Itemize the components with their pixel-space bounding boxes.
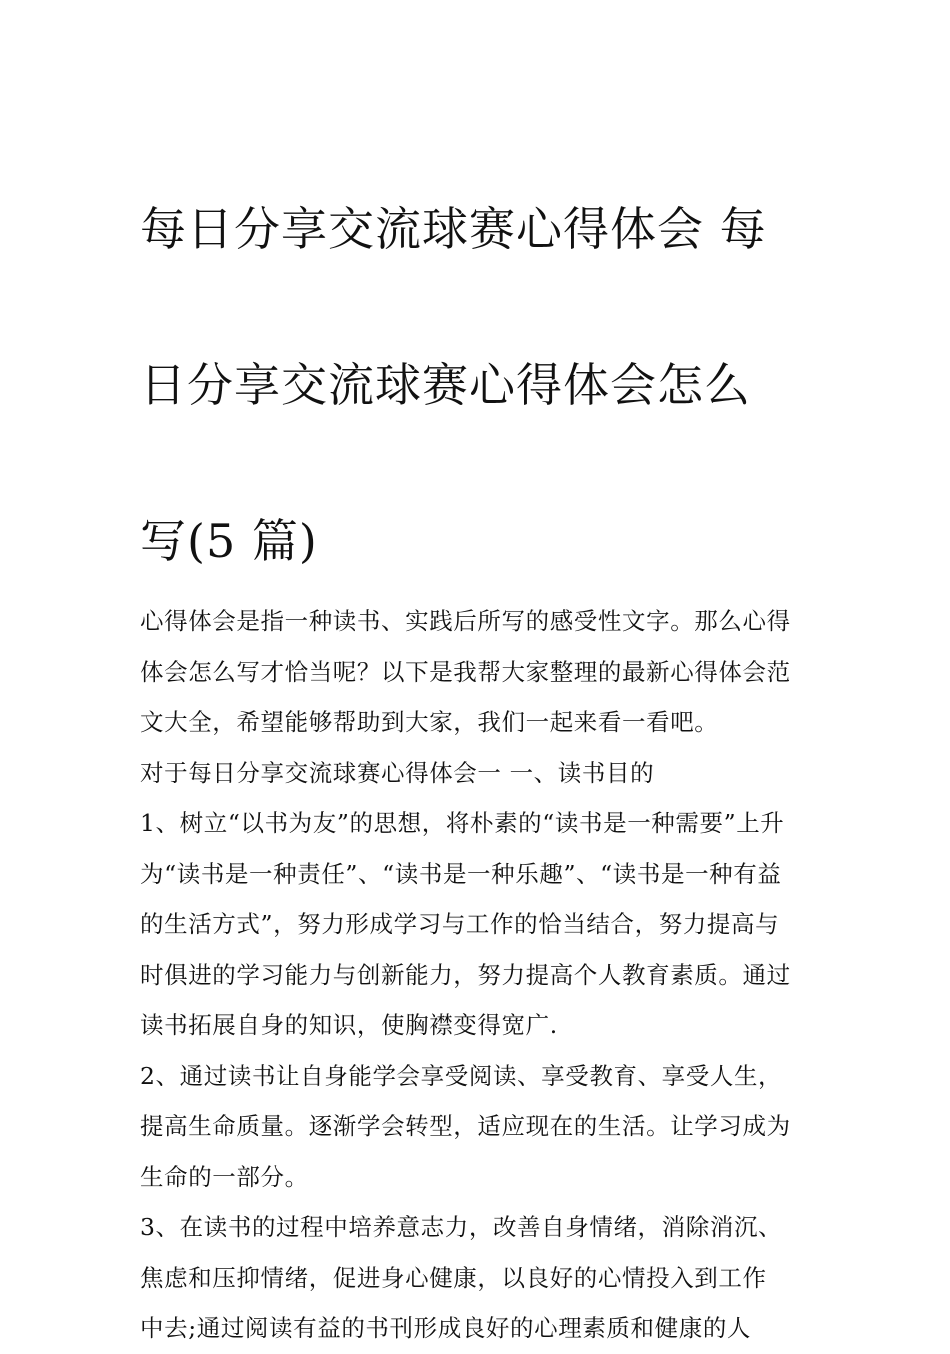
document-page bbox=[140, 112, 820, 1354]
document-body bbox=[140, 596, 820, 1354]
list-item-1: 1、树立“以书为友”的思想，将朴素的“读书是一种需要”上升 为“读书是一种责任”、“读书是一种乐趣”、“读书是一种有益 的生活方式”，努力形成学习与工作的恰当结合，努力提高与 时俱进的学习能力与创新能力，努力提高个人教育素质。通过 读书拓展自身的知识，使胸襟变得宽广. bbox=[140, 809, 791, 1039]
list-item-2: 2、通过读书让自身能学会享受阅读、享受教育、享受人生， 提高生命质量。逐渐学会转型，适应现在的生活。让学习成为 生命的一部分。 bbox=[140, 1061, 791, 1191]
section-heading: 对于每日分享交流球赛心得体会一 一、读书目的 bbox=[140, 758, 655, 787]
title-line-2: 日分享交流球赛心得体会怎么 bbox=[140, 358, 751, 412]
title-line-3: 写(5 篇) bbox=[140, 514, 318, 568]
intro-paragraph: 心得体会是指一种读书、实践后所写的感受性文字。那么心得 体会怎么写才恰当呢？以下是我帮大家整理的最新心得体会范 文大全，希望能够帮助到大家，我们一起来看一看吧。 bbox=[140, 607, 791, 736]
document-title bbox=[140, 112, 820, 580]
list-item-3: 3、在读书的过程中培养意志力，改善自身情绪，消除消沉、 焦虑和压抑情绪，促进身心健康，以良好的心情投入到工作 中去;通过阅读有益的书刊形成良好的心理素质和健康的人 bbox=[140, 1213, 783, 1342]
title-line-1: 每日分享交流球赛心得体会 每 bbox=[140, 202, 767, 256]
